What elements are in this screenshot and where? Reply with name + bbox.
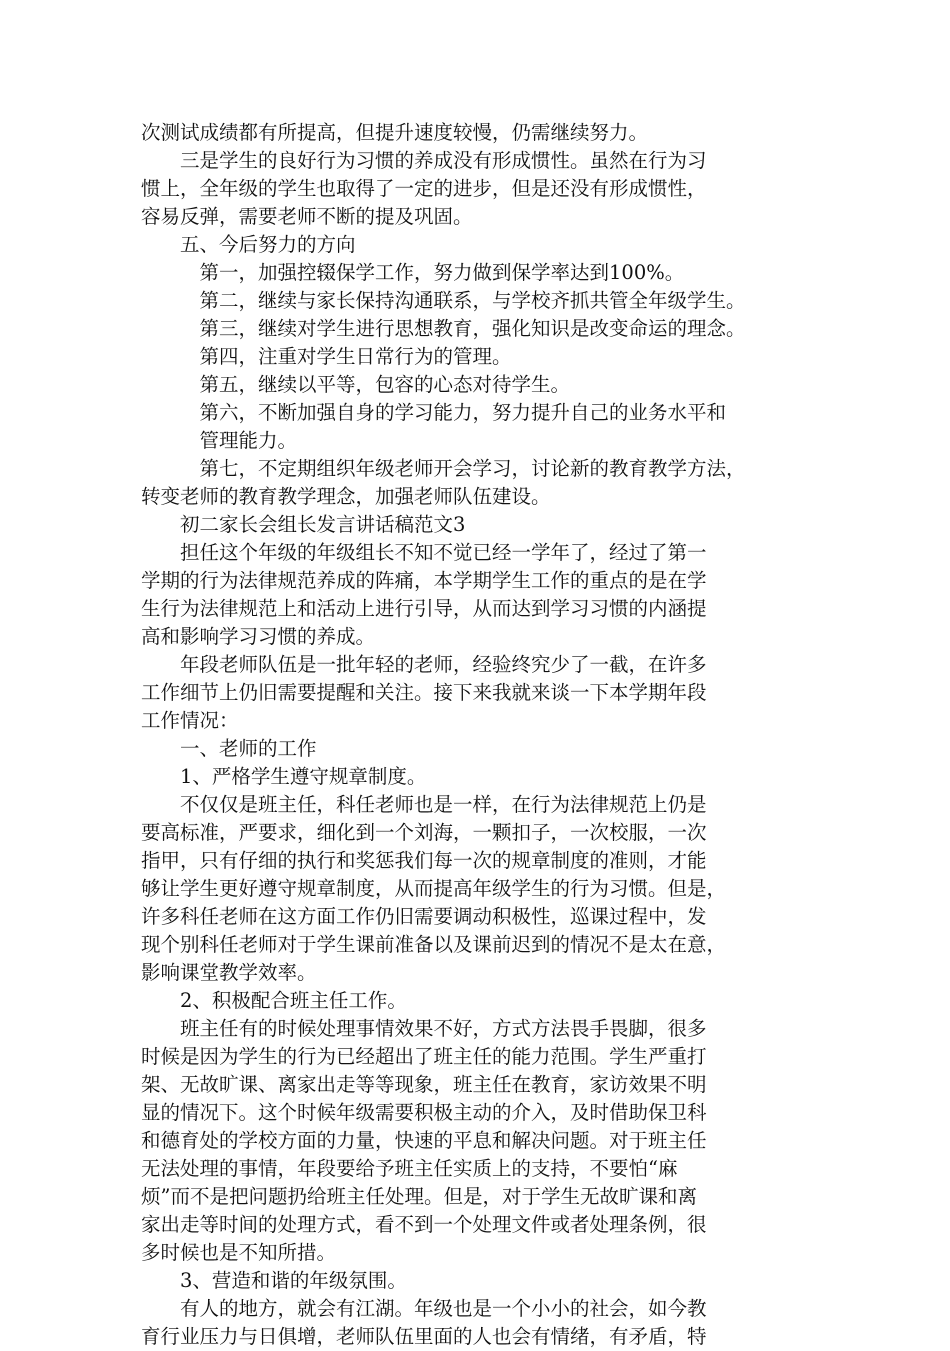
text-line: 三是学生的良好行为习惯的养成没有形成惯性。虽然在行为习 xyxy=(180,149,707,172)
text-line: 要高标准，严要求，细化到一个刘海，一颗扣子，一次校服，一次 xyxy=(141,821,707,844)
text-line: 指甲，只有仔细的执行和奖惩我们每一次的规章制度的准则，才能 xyxy=(141,849,707,872)
text-line: 烦”而不是把问题扔给班主任处理。但是，对于学生无故旷课和离 xyxy=(141,1185,697,1208)
list-item: 第一，加强控辍保学工作，努力做到保学率达到100%。 xyxy=(199,261,685,284)
list-item: 第七，不定期组织年级老师开会学习，讨论新的教育教学方法， xyxy=(199,457,746,480)
text-line: 高和影响学习习惯的养成。 xyxy=(141,625,376,648)
text-line: 和德育处的学校方面的力量，快速的平息和解决问题。对于班主任 xyxy=(141,1129,707,1152)
text-line: 不仅仅是班主任，科任老师也是一样，在行为法律规范上仍是 xyxy=(180,793,707,816)
text-line: 多时候也是不知所措。 xyxy=(141,1241,337,1264)
list-item: 第四，注重对学生日常行为的管理。 xyxy=(199,345,512,368)
text-line: 时候是因为学生的行为已经超出了班主任的能力范围。学生严重打 xyxy=(141,1045,707,1068)
text-line: 工作情况： xyxy=(141,709,239,732)
section-heading: 五、今后努力的方向 xyxy=(180,233,356,256)
text-line: 学期的行为法律规范养成的阵痛，本学期学生工作的重点的是在学 xyxy=(141,569,707,592)
list-item-continuation: 转变老师的教育教学理念，加强老师队伍建设。 xyxy=(141,485,551,508)
text-line: 担任这个年级的年级组长不知不觉已经一学年了，经过了第一 xyxy=(180,541,707,564)
text-line: 容易反弹，需要老师不断的提及巩固。 xyxy=(141,205,473,228)
section-heading: 一、老师的工作 xyxy=(180,737,317,760)
text-line: 年段老师队伍是一批年轻的老师，经验终究少了一截，在许多 xyxy=(180,653,707,676)
text-line: 工作细节上仍旧需要提醒和关注。接下来我就来谈一下本学期年段 xyxy=(141,681,707,704)
text-line: 显的情况下。这个时候年级需要积极主动的介入，及时借助保卫科 xyxy=(141,1101,707,1124)
subsection-heading: 1、严格学生遵守规章制度。 xyxy=(180,765,427,788)
text-line: 班主任有的时候处理事情效果不好，方式方法畏手畏脚，很多 xyxy=(180,1017,707,1040)
list-item: 第三，继续对学生进行思想教育，强化知识是改变命运的理念。 xyxy=(199,317,746,340)
text-line: 无法处理的事情，年段要给予班主任实质上的支持，不要怕“麻 xyxy=(141,1157,678,1180)
text-line: 影响课堂教学效率。 xyxy=(141,961,317,984)
article-title: 初二家长会组长发言讲话稿范文3 xyxy=(180,513,466,536)
text-line: 惯上，全年级的学生也取得了一定的进步，但是还没有形成惯性， xyxy=(141,177,707,200)
document-body xyxy=(141,119,811,1351)
text-line: 架、无故旷课、离家出走等等现象，班主任在教育，家访效果不明 xyxy=(141,1073,707,1096)
text-line: 现个别科任老师对于学生课前准备以及课前迟到的情况不是太在意， xyxy=(141,933,727,956)
text-line: 够让学生更好遵守规章制度，从而提高年级学生的行为习惯。但是， xyxy=(141,877,727,900)
text-line: 次测试成绩都有所提高，但提升速度较慢，仍需继续努力。 xyxy=(141,121,649,144)
list-item: 第二，继续与家长保持沟通联系，与学校齐抓共管全年级学生。 xyxy=(199,289,746,312)
subsection-heading: 2、积极配合班主任工作。 xyxy=(180,989,407,1012)
text-line: 家出走等时间的处理方式，看不到一个处理文件或者处理条例，很 xyxy=(141,1213,707,1236)
text-line: 育行业压力与日俱增，老师队伍里面的人也会有情绪，有矛盾，特 xyxy=(141,1325,707,1348)
list-item: 第六，不断加强自身的学习能力，努力提升自己的业务水平和 xyxy=(199,401,727,424)
text-line: 有人的地方，就会有江湖。年级也是一个小小的社会，如今教 xyxy=(180,1297,707,1320)
list-item: 第五，继续以平等，包容的心态对待学生。 xyxy=(199,373,571,396)
text-line: 生行为法律规范上和活动上进行引导，从而达到学习习惯的内涵提 xyxy=(141,597,707,620)
subsection-heading: 3、营造和谐的年级氛围。 xyxy=(180,1269,407,1292)
list-item-continuation: 管理能力。 xyxy=(199,429,298,452)
text-line: 许多科任老师在这方面工作仍旧需要调动积极性，巡课过程中，发 xyxy=(141,905,707,928)
